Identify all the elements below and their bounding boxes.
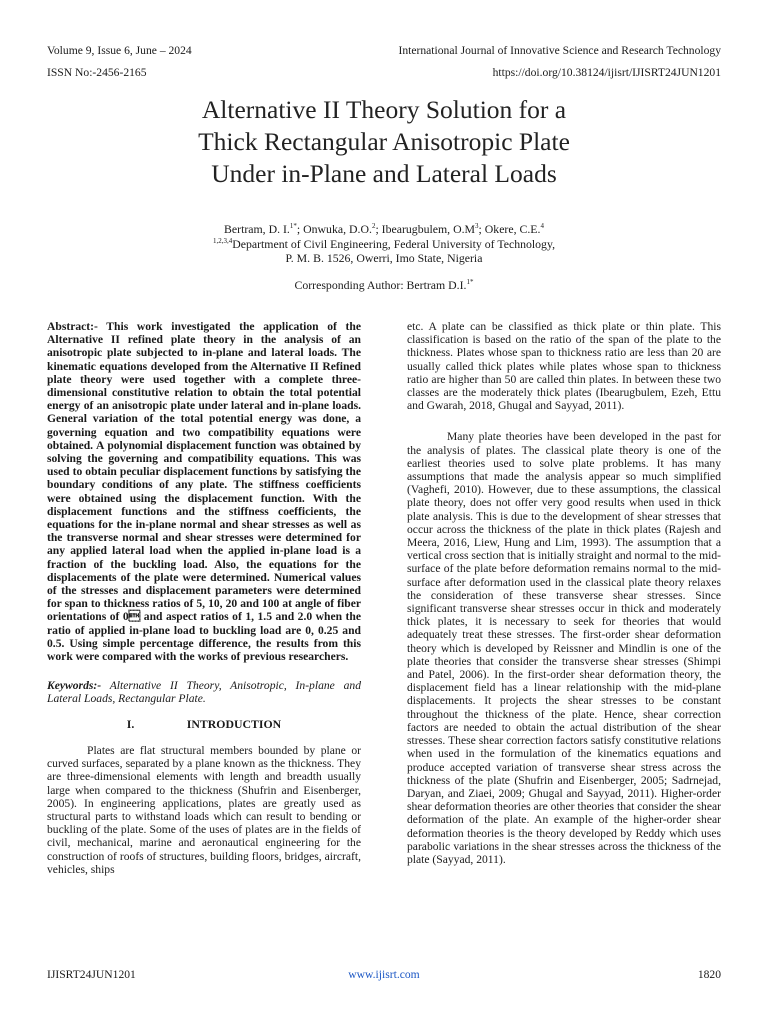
author-sup: 2 — [371, 222, 376, 231]
author-name: Bertram, D. I. — [224, 222, 290, 236]
header-volume: Volume 9, Issue 6, June – 2024 — [47, 44, 192, 57]
affiliation-line: Department of Civil Engineering, Federal University of Technology, — [232, 236, 556, 251]
corresponding-author — [0, 278, 768, 293]
paper-title — [0, 94, 768, 190]
section-heading — [47, 718, 361, 731]
author-name: ; Okere, C.E. — [478, 222, 541, 236]
keywords-text: Alternative II Theory, Anisotropic, In-plane and Lateral Loads, Rectangular Plate. — [47, 679, 361, 706]
author-sup: 1* — [289, 222, 297, 231]
title-line: Alternative II Theory Solution for a — [201, 95, 567, 124]
title-line: Under in-Plane and Lateral Loads — [211, 159, 557, 188]
header-issn: ISSN No:-2456-2165 — [47, 66, 147, 79]
body-paragraph: Many plate theories have been developed in the past for the analysis of plates. The classical plate theory is one of the earliest theories used to solve plate problems. It has many assumptions that made the analysis appear so much simplified (Vaghefi, 2010). However, due to these assumptions, the classical plate theory, does not offer very good results when used in thick plate analysis. This is due to the development of shear stresses that occur across the thickness of the plate in thick plates (Rajesh and Meera, 2016, Liew, Hung and Lim, 1993). The assumption that a vertical cross section that is initially straight and normal to the mid-surface of the plate before deformation remains normal to the mid-surface after deformation used in the classical plate theory relaxes the consideration of these transverse shear stresses. Since significant transverse shear stresses occur in thick and moderately thick plates, it is necessary to seek for theories that would adequately treat these stresses. The first-order shear deformation theory which is developed by Reissner and Mindlin is one of the plate theories that consider the transverse shear stresses (Shimpi and Patel, 2006). In the first-order shear deformation theory, the displacement field has a linear relationship with the mid-plane displacements. It projects the shear stresses to be constant throughout the thickness of the plate. Hence, shear correction factors are needed to obtain the actual distribution of the shear stresses. These shear correction factors satisfy constitutive relations when used in the formulation of the kinematics equations and produce accepted variation of transverse shear stress across the thickness of the plate (Shufrin and Eisenberger, 2005; Sadrnejad, Daryan, and Ziaei, 2009; Ghugal and Sayyad, 2011). Higher-order shear deformation theories are other theories that consider the shear deformation of the plate. An example of the higher-order shear deformation theories is the theory developed by Reddy which uses parabolic variations in the shear stresses across the thickness of the plate (Sayyad, 2011). — [407, 430, 721, 866]
header-journal: International Journal of Innovative Science and Research Technology — [398, 44, 721, 57]
affiliation — [0, 237, 768, 252]
author-sup: 3 — [475, 222, 479, 231]
keywords-label: Keywords:- — [47, 679, 102, 693]
footer-website-link[interactable]: www.ijisrt.com — [348, 968, 420, 981]
page-number: 1820 — [697, 968, 721, 981]
affiliation-sup: 1,2,3,4 — [212, 236, 233, 245]
intro-paragraph: Plates are flat structural members bounded by plane or curved surfaces, separated by a plane known as the thickness. They are three-dimensional elements with length and breadth usually large when compared to the thickness (Shufrin and Eisenberger, 2005). In engineering applications, plates are greatly used as structural parts to withstand loads which can result to bending or buckling of the plate. Some of the uses of plates are in the fields of civil, mechanical, marine and aeronautical engineering for the construction of roofs of structures, building floors, bridges, aircraft, vehicles, ships — [47, 743, 361, 876]
right-column — [407, 320, 721, 866]
author-list — [0, 222, 768, 237]
corresponding-text: Corresponding Author: Bertram D.I. — [294, 278, 467, 292]
affiliation-line: P. M. B. 1526, Owerri, Imo State, Nigeria — [285, 251, 483, 265]
author-block — [0, 222, 768, 266]
header-doi-link[interactable]: https://doi.org/10.38124/ijisrt/IJISRT24JUN1201 — [492, 66, 721, 79]
section-title: INTRODUCTION — [186, 716, 282, 731]
left-column — [47, 320, 361, 876]
abstract: Abstract:- This work investigated the application of the Alternative II refined plate theory in the analysis of an anisotropic plate subjected to in-plane and lateral loads. The kinematic equations developed from the Alternative II Refined plate theory were used together with a complete three-dimensional constitutive relation to obtain the total potential energy of an anisotropic plate under lateral and in-plane loads. General variation of the total potential energy was done, a governing equation and two compatibility equations were obtained. A polynomial displacement function was obtained by solving the governing and compatibility equations. This was used to obtain peculiar displacement functions by satisfying the boundary conditions of any plate. The stiffness coefficients were obtained using the displacement function. With the displacement functions and the stiffness coefficients, the equations for the in-plane normal and shear stresses as well as the transverse normal and shear stresses were determined for any applied lateral load when the applied in-plane load is a fraction of the buckling load. Also, the equations for the displacements of the plate were determined. Numerical values of the stresses and displacement parameters were determined for span to thickness ratios of 5, 10, 20 and 100 at angle of fiber orientations of 0 and aspect ratios of 1, 1.5 and 2.0 when the ratio of applied in-plane load to buckling load are 0, 0.25 and 0.5. Using simple percentage difference, the results from this work were compared with the works of previous researchers. — [47, 320, 361, 664]
footer-paper-code: IJISRT24JUN1201 — [47, 968, 136, 981]
body-paragraph: etc. A plate can be classified as thick plate or thin plate. This classification is based on the ratio of the span of the plate to the thickness. Plates whose span to thickness ratio are less than 20 are usually called thick plates while plates whose span to thickness ratio are higher than 50 are called thin plates. In between these two classes are the moderately thick plates (Ibearugbulem, Ezeh, Ettu and Gwarah, 2018, Ghugal and Sayyad, 2011). — [407, 320, 721, 413]
author-name: ; Ibearugbulem, O.M — [375, 222, 476, 236]
title-line: Thick Rectangular Anisotropic Plate — [198, 127, 570, 156]
keywords — [47, 679, 361, 705]
author-name: ; Onwuka, D.O. — [296, 222, 372, 236]
section-number: I. — [126, 716, 135, 731]
corresponding-sup: 1* — [466, 278, 474, 287]
author-sup: 4 — [540, 222, 544, 231]
